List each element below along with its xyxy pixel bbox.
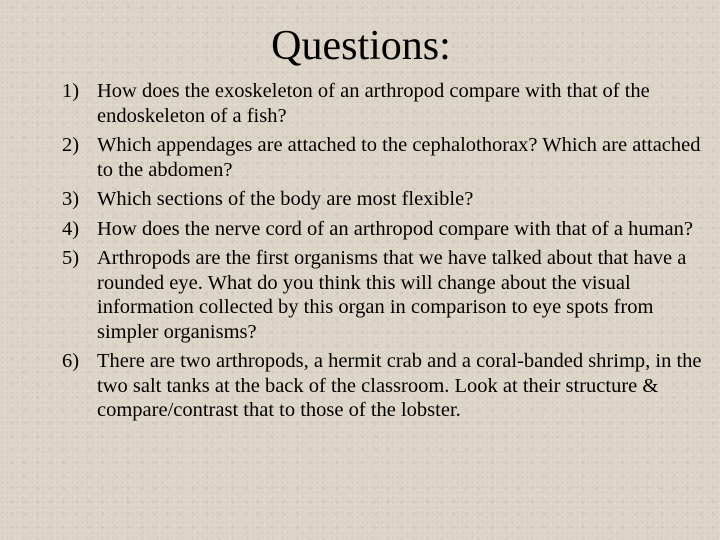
question-text: How does the exoskeleton of an arthropod compare with that of the endoskeleton of a fish?: [97, 80, 650, 127]
question-text: There are two arthropods, a hermit crab and a coral-banded shrimp, in the two salt tanks at the back of the classroom. Look at their structure & compare/contrast that to those of the lobster.: [97, 350, 702, 421]
question-number: 1): [62, 80, 80, 102]
question-item-3: [62, 187, 702, 212]
question-list: [62, 79, 702, 428]
slide-title: Questions:: [271, 23, 451, 69]
question-item-5: [62, 246, 702, 344]
question-number: 4): [62, 217, 80, 240]
question-number: 5): [62, 247, 80, 269]
question-number: 6): [62, 350, 80, 372]
question-text: How does the nerve cord of an arthropod compare with that of a human?: [97, 217, 694, 240]
question-item-2: [62, 133, 702, 182]
question-text: Which appendages are attached to the cephalothorax? Which are attached to the abdomen?: [97, 134, 701, 181]
question-item-6: [62, 349, 702, 423]
question-number: 3): [62, 188, 80, 210]
question-item-4: [62, 217, 702, 242]
question-text: Which sections of the body are most flexible?: [97, 188, 474, 210]
question-text: Arthropods are the first organisms that we have talked about that have a rounded eye. What do you think this will change about the visual information collected by this organ in comparison to eye spots from simpler organisms?: [97, 247, 687, 343]
question-item-1: [62, 79, 702, 128]
question-number: 2): [62, 134, 80, 156]
